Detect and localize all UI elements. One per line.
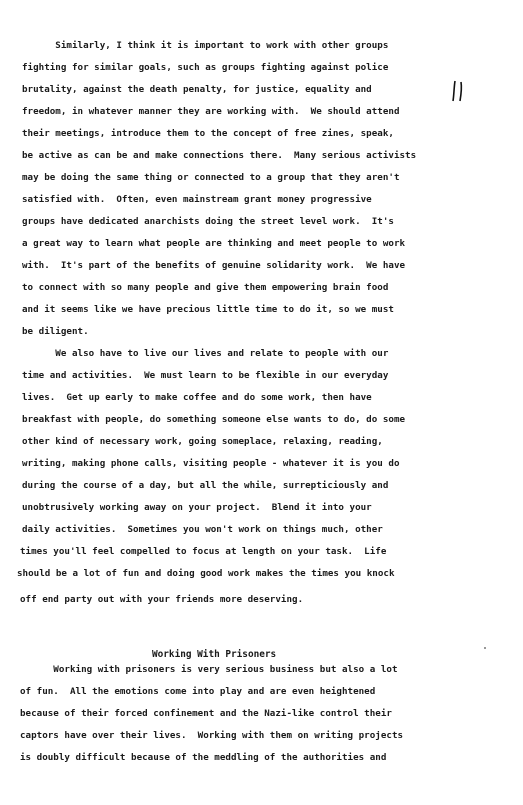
text-line: satisfied with. Often, even mainstream grant money progressive <box>22 194 372 205</box>
text-line: during the course of a day, but all the while, surrepticiously and <box>22 480 389 491</box>
text-line: times you'll feel compelled to focus at length on your task. Life <box>20 546 387 557</box>
text-line: their meetings, introduce them to the concept of free zines, speak, <box>22 128 394 139</box>
text-line: with. It's part of the benefits of genuine solidarity work. We have <box>22 260 406 271</box>
text-line: be diligent. <box>22 326 89 337</box>
text-line: freedom, in whatever manner they are working with. We should attend <box>22 106 400 117</box>
text-line: may be doing the same thing or connected to a group that they aren't <box>22 172 400 183</box>
text-line: because of their forced confinement and the Nazi-like control their <box>20 708 392 719</box>
text-line: daily activities. Sometimes you won't work on things much, other <box>22 524 383 535</box>
text-line: time and activities. We must learn to be flexible in our everyday <box>22 370 389 381</box>
text-line: We also have to live our lives and relate to people with our <box>22 348 389 359</box>
text-line: to connect with so many people and give them empowering brain food <box>22 282 389 293</box>
text-line: unobtrusively working away on your project. Blend it into your <box>22 502 372 513</box>
text-line: is doubly difficult because of the meddling of the authorities and <box>20 752 387 763</box>
scan-speck <box>484 647 486 649</box>
section-heading: Working With Prisoners <box>152 649 277 661</box>
text-line: groups have dedicated anarchists doing the street level work. It's <box>22 216 394 227</box>
text-line: lives. Get up early to make coffee and do some work, then have <box>22 392 372 403</box>
text-line: and it seems like we have precious little time to do it, so we must <box>22 304 394 315</box>
text-line: off end party out with your friends more deserving. <box>20 594 304 605</box>
text-line: writing, making phone calls, visiting people - whatever it is you do <box>22 458 400 469</box>
text-line: a great way to learn what people are thinking and meet people to work <box>22 238 406 249</box>
text-line: captors have over their lives. Working with them on writing projects <box>20 730 404 741</box>
text-line: be active as can be and make connections there. Many serious activists <box>22 150 417 161</box>
handwritten-margin-mark <box>451 80 465 102</box>
text-line: of fun. All the emotions come into play and are even heightened <box>20 686 376 697</box>
text-line: brutality, against the death penalty, for justice, equality and <box>22 84 372 95</box>
text-line: fighting for similar goals, such as groups fighting against police <box>22 62 389 73</box>
text-line: Similarly, I think it is important to work with other groups <box>22 40 389 51</box>
text-line: breakfast with people, do something someone else wants to do, do some <box>22 414 406 425</box>
text-line: Working with prisoners is very serious business but also a lot <box>20 664 398 675</box>
text-line: other kind of necessary work, going someplace, relaxing, reading, <box>22 436 383 447</box>
text-line: should be a lot of fun and doing good work makes the times you knock <box>17 568 395 579</box>
